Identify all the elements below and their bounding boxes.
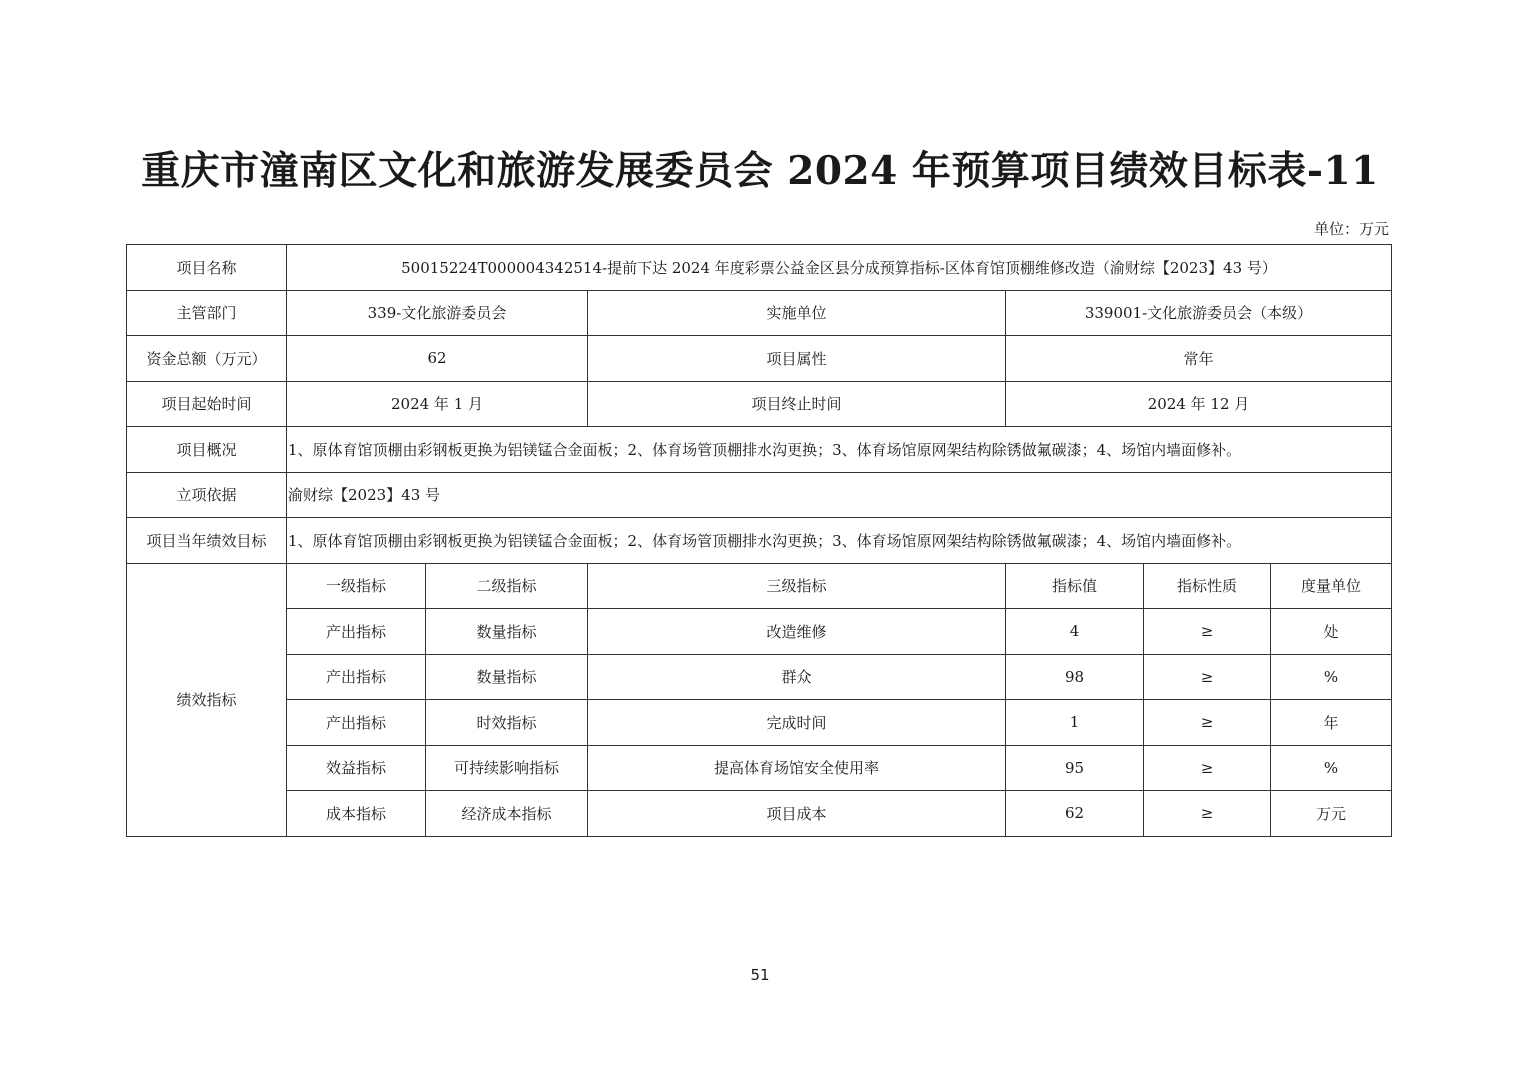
level1-cell: 产出指标 <box>287 700 426 746</box>
level1-cell: 产出指标 <box>287 654 426 700</box>
table-row <box>127 427 1392 473</box>
table-row <box>127 336 1392 382</box>
value-cell: 4 <box>1006 609 1144 655</box>
table-row <box>127 245 1392 291</box>
attribute-label: 项目属性 <box>588 336 1006 382</box>
end-time-label: 项目终止时间 <box>588 381 1006 427</box>
header-cell: 指标值 <box>1006 563 1144 609</box>
start-time-value: 2024 年 1 月 <box>287 381 588 427</box>
unit-cell: % <box>1271 745 1392 791</box>
level1-cell: 效益指标 <box>287 745 426 791</box>
header-cell: 三级指标 <box>588 563 1006 609</box>
level2-cell: 时效指标 <box>426 700 588 746</box>
project-name-value: 50015224T000004342514-提前下达 2024 年度彩票公益金区县分成预算指标-区体育馆顶棚维修改造（渝财综【2023】43 号） <box>287 245 1392 291</box>
basis-label: 立项依据 <box>127 472 287 518</box>
indicators-section-label: 绩效指标 <box>127 563 287 836</box>
level2-cell: 经济成本指标 <box>426 791 588 837</box>
project-name-label: 项目名称 <box>127 245 287 291</box>
unit-cell: 万元 <box>1271 791 1392 837</box>
overview-value: 1、原体育馆顶棚由彩钢板更换为铝镁锰合金面板；2、体育场管顶棚排水沟更换；3、体育场馆原网架结构除锈做氟碳漆；4、场馆内墙面修补。 <box>287 427 1392 473</box>
level3-cell: 提高体育场馆安全使用率 <box>588 745 1006 791</box>
table-row <box>127 381 1392 427</box>
indicator-row <box>127 609 1392 655</box>
level3-cell: 项目成本 <box>588 791 1006 837</box>
dept-label: 主管部门 <box>127 290 287 336</box>
unit-cell: 处 <box>1271 609 1392 655</box>
nature-cell: ≥ <box>1144 609 1271 655</box>
total-funds-value: 62 <box>287 336 588 382</box>
level2-cell: 数量指标 <box>426 654 588 700</box>
indicator-row <box>127 745 1392 791</box>
overview-label: 项目概况 <box>127 427 287 473</box>
start-time-label: 项目起始时间 <box>127 381 287 427</box>
nature-cell: ≥ <box>1144 700 1271 746</box>
nature-cell: ≥ <box>1144 654 1271 700</box>
page-number: 51 <box>750 966 770 984</box>
value-cell: 95 <box>1006 745 1144 791</box>
header-cell: 指标性质 <box>1144 563 1271 609</box>
header-cell: 一级指标 <box>287 563 426 609</box>
attribute-value: 常年 <box>1006 336 1392 382</box>
level1-cell: 产出指标 <box>287 609 426 655</box>
level3-cell: 群众 <box>588 654 1006 700</box>
basis-value: 渝财综【2023】43 号 <box>287 472 1392 518</box>
impl-unit-value: 339001-文化旅游委员会（本级） <box>1006 290 1392 336</box>
level3-cell: 完成时间 <box>588 700 1006 746</box>
indicator-row <box>127 654 1392 700</box>
impl-unit-label: 实施单位 <box>588 290 1006 336</box>
indicator-header-row <box>127 563 1392 609</box>
level2-cell: 可持续影响指标 <box>426 745 588 791</box>
total-funds-label: 资金总额（万元） <box>127 336 287 382</box>
header-cell: 二级指标 <box>426 563 588 609</box>
unit-label: 单位：万元 <box>1313 220 1389 238</box>
level1-cell: 成本指标 <box>287 791 426 837</box>
dept-value: 339-文化旅游委员会 <box>287 290 588 336</box>
goal-label: 项目当年绩效目标 <box>127 518 287 564</box>
value-cell: 62 <box>1006 791 1144 837</box>
value-cell: 1 <box>1006 700 1144 746</box>
table-row <box>127 290 1392 336</box>
table-row <box>127 472 1392 518</box>
page-title: 重庆市潼南区文化和旅游发展委员会 2024 年预算项目绩效目标表-11 <box>141 148 1379 194</box>
nature-cell: ≥ <box>1144 791 1271 837</box>
indicator-row <box>127 791 1392 837</box>
end-time-value: 2024 年 12 月 <box>1006 381 1392 427</box>
value-cell: 98 <box>1006 654 1144 700</box>
level2-cell: 数量指标 <box>426 609 588 655</box>
table-row <box>127 518 1392 564</box>
unit-cell: % <box>1271 654 1392 700</box>
indicator-row <box>127 700 1392 746</box>
level3-cell: 改造维修 <box>588 609 1006 655</box>
goal-value: 1、原体育馆顶棚由彩钢板更换为铝镁锰合金面板；2、体育场管顶棚排水沟更换；3、体育场馆原网架结构除锈做氟碳漆；4、场馆内墙面修补。 <box>287 518 1392 564</box>
header-cell: 度量单位 <box>1271 563 1392 609</box>
unit-cell: 年 <box>1271 700 1392 746</box>
nature-cell: ≥ <box>1144 745 1271 791</box>
performance-target-table <box>126 244 1392 837</box>
